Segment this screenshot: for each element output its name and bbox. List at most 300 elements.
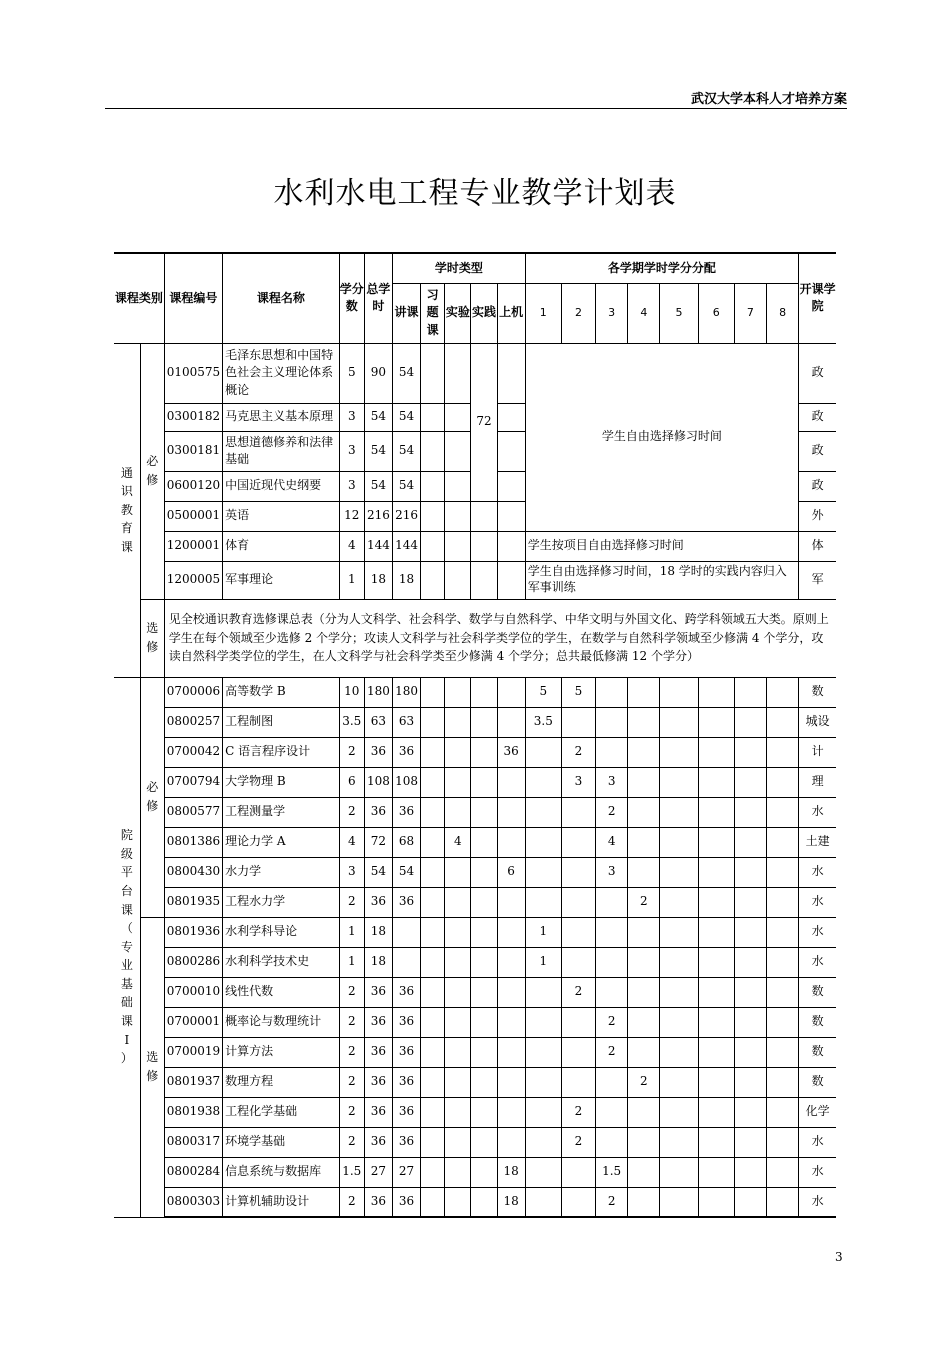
semester-value bbox=[698, 677, 734, 707]
course-college: 军 bbox=[799, 561, 836, 599]
col-category-header: 课程类别 bbox=[114, 253, 164, 343]
course-code: 0300182 bbox=[164, 403, 222, 431]
course-experiment bbox=[445, 1037, 471, 1067]
course-experiment bbox=[445, 977, 471, 1007]
semester-value bbox=[698, 1037, 734, 1067]
course-name: 高等数学 B bbox=[223, 677, 340, 707]
course-college: 外 bbox=[799, 501, 836, 531]
semester-value bbox=[660, 1127, 698, 1157]
course-experiment: 4 bbox=[445, 827, 471, 857]
course-exercise bbox=[421, 471, 445, 501]
semester-value bbox=[561, 887, 595, 917]
semester-value bbox=[698, 797, 734, 827]
table-row bbox=[114, 343, 836, 403]
semester-value bbox=[561, 917, 595, 947]
course-lecture: 36 bbox=[392, 887, 420, 917]
course-exercise bbox=[421, 917, 445, 947]
course-computer bbox=[497, 431, 525, 471]
semester-value bbox=[698, 947, 734, 977]
course-experiment bbox=[445, 1007, 471, 1037]
semester-value bbox=[525, 1067, 561, 1097]
course-credits: 2 bbox=[339, 1067, 364, 1097]
course-computer: 6 bbox=[497, 857, 525, 887]
course-college: 政 bbox=[799, 343, 836, 403]
course-college: 水 bbox=[799, 1157, 836, 1187]
semester-value bbox=[525, 1127, 561, 1157]
course-lecture: 54 bbox=[392, 431, 420, 471]
col-experiment-header: 实验 bbox=[445, 283, 471, 343]
semester-value bbox=[561, 827, 595, 857]
course-exercise bbox=[421, 343, 445, 403]
course-credits: 4 bbox=[339, 531, 364, 561]
course-exercise bbox=[421, 827, 445, 857]
course-college: 数 bbox=[799, 1067, 836, 1097]
course-code: 0300181 bbox=[164, 431, 222, 471]
semester-value bbox=[734, 887, 766, 917]
semester-value: 2 bbox=[628, 887, 660, 917]
semester-value bbox=[766, 977, 798, 1007]
semester-value bbox=[766, 1007, 798, 1037]
course-code: 0800284 bbox=[164, 1157, 222, 1187]
course-name: 军事理论 bbox=[223, 561, 340, 599]
semester-value bbox=[766, 1127, 798, 1157]
course-credits: 2 bbox=[339, 1187, 364, 1217]
semester-value: 2 bbox=[561, 1097, 595, 1127]
semester-value bbox=[734, 977, 766, 1007]
semester-value: 2 bbox=[561, 737, 595, 767]
course-lecture: 36 bbox=[392, 1097, 420, 1127]
semester-value bbox=[698, 737, 734, 767]
course-college: 水 bbox=[799, 1127, 836, 1157]
semester-value bbox=[525, 827, 561, 857]
course-experiment bbox=[445, 677, 471, 707]
course-credits: 3.5 bbox=[339, 707, 364, 737]
course-code: 0801938 bbox=[164, 1097, 222, 1127]
course-practice bbox=[471, 767, 497, 797]
course-code: 0700006 bbox=[164, 677, 222, 707]
semester-value bbox=[525, 1187, 561, 1217]
course-exercise bbox=[421, 501, 445, 531]
course-name: 环境学基础 bbox=[223, 1127, 340, 1157]
course-code: 0700019 bbox=[164, 1037, 222, 1067]
course-hours: 36 bbox=[364, 737, 392, 767]
course-computer: 18 bbox=[497, 1157, 525, 1187]
course-experiment bbox=[445, 471, 471, 501]
course-code: 0800257 bbox=[164, 707, 222, 737]
semester-value: 2 bbox=[561, 977, 595, 1007]
semester-value bbox=[628, 1037, 660, 1067]
course-lecture: 54 bbox=[392, 343, 420, 403]
course-credits: 2 bbox=[339, 1097, 364, 1127]
semester-header: 7 bbox=[734, 283, 766, 343]
semester-value bbox=[766, 707, 798, 737]
course-lecture: 36 bbox=[392, 1067, 420, 1097]
course-computer bbox=[497, 977, 525, 1007]
semester-value: 2 bbox=[561, 1127, 595, 1157]
semester-value bbox=[561, 1187, 595, 1217]
semester-value bbox=[734, 857, 766, 887]
semester-value bbox=[660, 887, 698, 917]
course-name: 英语 bbox=[223, 501, 340, 531]
semester-value bbox=[660, 857, 698, 887]
semester-value bbox=[766, 767, 798, 797]
course-college: 数 bbox=[799, 977, 836, 1007]
semester-value bbox=[660, 947, 698, 977]
course-computer bbox=[497, 887, 525, 917]
course-practice bbox=[471, 1127, 497, 1157]
course-computer: 18 bbox=[497, 1187, 525, 1217]
course-name: 工程测量学 bbox=[223, 797, 340, 827]
course-code: 0801935 bbox=[164, 887, 222, 917]
course-experiment bbox=[445, 797, 471, 827]
course-exercise bbox=[421, 767, 445, 797]
course-exercise bbox=[421, 737, 445, 767]
table-row bbox=[114, 1127, 836, 1157]
course-credits: 4 bbox=[339, 827, 364, 857]
course-experiment bbox=[445, 501, 471, 531]
semester-value bbox=[698, 857, 734, 887]
course-code: 0800577 bbox=[164, 797, 222, 827]
course-hours: 144 bbox=[364, 531, 392, 561]
table-row bbox=[114, 561, 836, 599]
course-lecture: 36 bbox=[392, 737, 420, 767]
semester-value bbox=[596, 737, 628, 767]
semester-value bbox=[596, 677, 628, 707]
course-experiment bbox=[445, 561, 471, 599]
semester-value bbox=[734, 947, 766, 977]
course-practice bbox=[471, 1097, 497, 1127]
semester-value bbox=[698, 1097, 734, 1127]
course-computer bbox=[497, 827, 525, 857]
course-lecture: 216 bbox=[392, 501, 420, 531]
semester-header: 8 bbox=[766, 283, 798, 343]
course-lecture: 36 bbox=[392, 1007, 420, 1037]
table-row bbox=[114, 857, 836, 887]
course-hours: 18 bbox=[364, 561, 392, 599]
course-experiment bbox=[445, 887, 471, 917]
course-college: 水 bbox=[799, 947, 836, 977]
course-exercise bbox=[421, 797, 445, 827]
semester-value bbox=[660, 1187, 698, 1217]
semester-value bbox=[766, 1157, 798, 1187]
semester-header: 2 bbox=[561, 283, 595, 343]
course-experiment bbox=[445, 403, 471, 431]
semester-value bbox=[660, 827, 698, 857]
semester-value bbox=[628, 1157, 660, 1187]
course-credits: 2 bbox=[339, 977, 364, 1007]
semester-value bbox=[660, 767, 698, 797]
course-experiment bbox=[445, 917, 471, 947]
course-lecture: 54 bbox=[392, 857, 420, 887]
course-computer bbox=[497, 797, 525, 827]
course-experiment bbox=[445, 707, 471, 737]
semester-value bbox=[766, 1097, 798, 1127]
semester-value bbox=[698, 917, 734, 947]
course-hours: 18 bbox=[364, 917, 392, 947]
semester-value: 1 bbox=[525, 947, 561, 977]
course-lecture: 108 bbox=[392, 767, 420, 797]
course-code: 1200001 bbox=[164, 531, 222, 561]
course-experiment bbox=[445, 857, 471, 887]
course-credits: 10 bbox=[339, 677, 364, 707]
course-computer bbox=[497, 947, 525, 977]
semester-value bbox=[525, 767, 561, 797]
semester-value: 3.5 bbox=[525, 707, 561, 737]
course-code: 0700794 bbox=[164, 767, 222, 797]
semester-value: 2 bbox=[596, 797, 628, 827]
semester-value bbox=[561, 1037, 595, 1067]
course-computer bbox=[497, 343, 525, 403]
semester-value bbox=[525, 1037, 561, 1067]
semester-header: 1 bbox=[525, 283, 561, 343]
course-credits: 6 bbox=[339, 767, 364, 797]
semester-value bbox=[596, 1127, 628, 1157]
semester-value bbox=[628, 707, 660, 737]
course-lecture: 180 bbox=[392, 677, 420, 707]
table-row bbox=[114, 1187, 836, 1217]
course-name: 毛泽东思想和中国特色社会主义理论体系概论 bbox=[223, 343, 340, 403]
semester-value: 3 bbox=[596, 767, 628, 797]
course-lecture: 36 bbox=[392, 1037, 420, 1067]
semester-value bbox=[628, 677, 660, 707]
course-hours: 36 bbox=[364, 977, 392, 1007]
course-credits: 2 bbox=[339, 797, 364, 827]
course-experiment bbox=[445, 737, 471, 767]
course-lecture: 36 bbox=[392, 977, 420, 1007]
semester-value bbox=[525, 887, 561, 917]
semester-value bbox=[561, 797, 595, 827]
course-computer bbox=[497, 403, 525, 431]
semester-value bbox=[596, 887, 628, 917]
course-name: 工程制图 bbox=[223, 707, 340, 737]
semester-value bbox=[766, 887, 798, 917]
course-experiment bbox=[445, 1157, 471, 1187]
course-exercise bbox=[421, 857, 445, 887]
semester-value bbox=[525, 1007, 561, 1037]
semester-value bbox=[698, 827, 734, 857]
course-credits: 1 bbox=[339, 561, 364, 599]
semester-value bbox=[766, 677, 798, 707]
course-college: 土建 bbox=[799, 827, 836, 857]
semester-value bbox=[628, 1007, 660, 1037]
category-general: 通 识 教 育 课 bbox=[114, 343, 140, 677]
course-college: 水 bbox=[799, 917, 836, 947]
semester-value bbox=[561, 707, 595, 737]
course-college: 政 bbox=[799, 403, 836, 431]
semester-value bbox=[596, 707, 628, 737]
course-credits: 3 bbox=[339, 471, 364, 501]
course-credits: 2 bbox=[339, 737, 364, 767]
course-computer bbox=[497, 1007, 525, 1037]
course-credits: 2 bbox=[339, 1007, 364, 1037]
col-hours-header: 总学时 bbox=[364, 253, 392, 343]
course-hours: 90 bbox=[364, 343, 392, 403]
table-row bbox=[114, 1097, 836, 1127]
course-name: C 语言程序设计 bbox=[223, 737, 340, 767]
course-practice bbox=[471, 501, 497, 531]
table-row bbox=[114, 797, 836, 827]
semester-value bbox=[596, 977, 628, 1007]
semester-value bbox=[734, 1157, 766, 1187]
semester-header: 3 bbox=[596, 283, 628, 343]
course-name: 数理方程 bbox=[223, 1067, 340, 1097]
course-hours: 54 bbox=[364, 431, 392, 471]
semester-value bbox=[596, 1097, 628, 1127]
course-college: 数 bbox=[799, 1037, 836, 1067]
table-row bbox=[114, 1157, 836, 1187]
semester-header: 6 bbox=[698, 283, 734, 343]
course-lecture: 18 bbox=[392, 561, 420, 599]
course-hours: 54 bbox=[364, 403, 392, 431]
course-hours: 36 bbox=[364, 1007, 392, 1037]
table-row bbox=[114, 1067, 836, 1097]
course-code: 0700042 bbox=[164, 737, 222, 767]
course-experiment bbox=[445, 531, 471, 561]
course-credits: 5 bbox=[339, 343, 364, 403]
semester-value bbox=[525, 1157, 561, 1187]
course-experiment bbox=[445, 1067, 471, 1097]
table-row bbox=[114, 887, 836, 917]
semester-value: 1.5 bbox=[596, 1157, 628, 1187]
semester-value bbox=[660, 977, 698, 1007]
course-college: 数 bbox=[799, 677, 836, 707]
semester-value bbox=[734, 1007, 766, 1037]
course-hours: 36 bbox=[364, 1037, 392, 1067]
course-college: 城设 bbox=[799, 707, 836, 737]
course-practice bbox=[471, 797, 497, 827]
semester-value bbox=[734, 707, 766, 737]
table-row bbox=[114, 737, 836, 767]
semester-value bbox=[628, 737, 660, 767]
course-computer bbox=[497, 707, 525, 737]
course-name: 大学物理 B bbox=[223, 767, 340, 797]
semester-value bbox=[628, 1127, 660, 1157]
semester-value bbox=[734, 1187, 766, 1217]
semester-header: 5 bbox=[660, 283, 698, 343]
course-experiment bbox=[445, 1097, 471, 1127]
course-name: 体育 bbox=[223, 531, 340, 561]
semester-value bbox=[698, 707, 734, 737]
semester-value bbox=[698, 887, 734, 917]
col-lecture-header: 讲课 bbox=[392, 283, 420, 343]
course-practice bbox=[471, 531, 497, 561]
course-credits: 2 bbox=[339, 887, 364, 917]
course-college: 政 bbox=[799, 471, 836, 501]
course-lecture: 144 bbox=[392, 531, 420, 561]
course-practice bbox=[471, 947, 497, 977]
semester-value bbox=[628, 797, 660, 827]
course-college: 水 bbox=[799, 797, 836, 827]
course-lecture: 54 bbox=[392, 403, 420, 431]
subcategory-elective: 选 修 bbox=[140, 917, 164, 1217]
semester-value bbox=[525, 1097, 561, 1127]
course-code: 0800430 bbox=[164, 857, 222, 887]
course-credits: 3 bbox=[339, 857, 364, 887]
course-credits: 3 bbox=[339, 403, 364, 431]
semester-value bbox=[525, 797, 561, 827]
course-hours: 36 bbox=[364, 1187, 392, 1217]
table-row bbox=[114, 947, 836, 977]
course-experiment bbox=[445, 947, 471, 977]
semester-value bbox=[734, 1097, 766, 1127]
table-row bbox=[114, 977, 836, 1007]
course-computer bbox=[497, 677, 525, 707]
course-practice bbox=[471, 917, 497, 947]
course-hours: 54 bbox=[364, 857, 392, 887]
course-computer bbox=[497, 1067, 525, 1097]
course-hours: 108 bbox=[364, 767, 392, 797]
semester-value bbox=[766, 827, 798, 857]
col-credits-header: 学分数 bbox=[339, 253, 364, 343]
col-computer-header: 上机 bbox=[497, 283, 525, 343]
course-lecture bbox=[392, 917, 420, 947]
course-hours: 27 bbox=[364, 1157, 392, 1187]
col-exercise-header: 习题课 bbox=[421, 283, 445, 343]
col-hour-types-header: 学时类型 bbox=[392, 253, 525, 283]
semester-value: 3 bbox=[561, 767, 595, 797]
semester-value bbox=[628, 767, 660, 797]
semester-value: 5 bbox=[525, 677, 561, 707]
semester-value: 2 bbox=[596, 1037, 628, 1067]
semester-value bbox=[660, 1157, 698, 1187]
subcategory-required: 必 修 bbox=[140, 677, 164, 917]
course-computer bbox=[497, 1097, 525, 1127]
col-semester-header: 各学期学时学分分配 bbox=[525, 253, 798, 283]
semester-value bbox=[660, 917, 698, 947]
semester-value bbox=[698, 1187, 734, 1217]
course-exercise bbox=[421, 947, 445, 977]
semester-value bbox=[660, 677, 698, 707]
course-computer bbox=[497, 917, 525, 947]
course-practice bbox=[471, 1067, 497, 1097]
course-computer bbox=[497, 561, 525, 599]
course-credits: 1.5 bbox=[339, 1157, 364, 1187]
table-row bbox=[114, 599, 836, 677]
semester-value bbox=[660, 1097, 698, 1127]
course-lecture: 27 bbox=[392, 1157, 420, 1187]
course-note: 学生按项目自由选择修习时间 bbox=[525, 531, 798, 561]
semester-value bbox=[660, 1067, 698, 1097]
course-hours: 18 bbox=[364, 947, 392, 977]
course-name: 理论力学 A bbox=[223, 827, 340, 857]
course-hours: 36 bbox=[364, 1067, 392, 1097]
semester-header: 4 bbox=[628, 283, 660, 343]
semester-value bbox=[660, 1037, 698, 1067]
table-row bbox=[114, 1037, 836, 1067]
course-name: 工程水力学 bbox=[223, 887, 340, 917]
course-exercise bbox=[421, 1037, 445, 1067]
course-name: 概率论与数理统计 bbox=[223, 1007, 340, 1037]
course-college: 理 bbox=[799, 767, 836, 797]
course-practice bbox=[471, 1037, 497, 1067]
subcategory-elective: 选 修 bbox=[140, 599, 164, 677]
course-exercise bbox=[421, 561, 445, 599]
course-lecture: 36 bbox=[392, 1127, 420, 1157]
course-practice bbox=[471, 1187, 497, 1217]
course-exercise bbox=[421, 977, 445, 1007]
semester-value: 1 bbox=[525, 917, 561, 947]
page-number: 3 bbox=[835, 1250, 843, 1264]
course-code: 0801937 bbox=[164, 1067, 222, 1097]
course-exercise bbox=[421, 677, 445, 707]
semester-value bbox=[766, 1067, 798, 1097]
course-name: 思想道德修养和法律基础 bbox=[223, 431, 340, 471]
course-note: 学生自由选择修习时间，18 学时的实践内容归入军事训练 bbox=[525, 561, 798, 599]
semester-value bbox=[734, 737, 766, 767]
course-practice bbox=[471, 887, 497, 917]
course-practice bbox=[471, 977, 497, 1007]
course-credits: 12 bbox=[339, 501, 364, 531]
